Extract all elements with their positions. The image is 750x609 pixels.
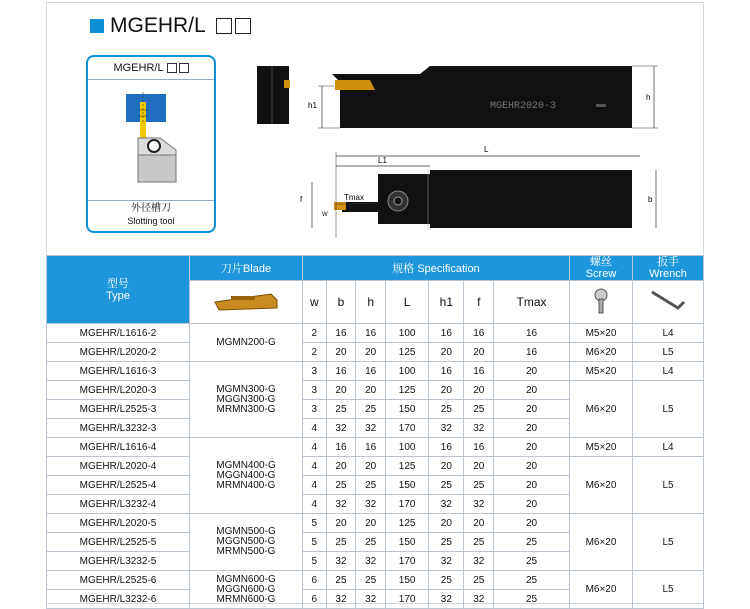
wrench-cell: L5 — [633, 571, 704, 609]
spec-cell-h1: 25 — [429, 571, 464, 590]
spec-cell-L: 100 — [386, 438, 429, 457]
spec-cell-L: 125 — [386, 457, 429, 476]
top-view — [342, 170, 632, 228]
spec-cell-h1: 20 — [429, 514, 464, 533]
spec-cell-Tmax: 20 — [494, 438, 570, 457]
wrench-cell: L4 — [633, 438, 704, 457]
type-cell: MGEHR/L2020-4 — [47, 457, 190, 476]
spec-cell-h1: 20 — [429, 343, 464, 362]
wrench-cell: L4 — [633, 324, 704, 343]
screw-cell: M6×20 — [570, 514, 633, 571]
blade-cell: MGMN300-G MGGN300-G MRMN300-G — [190, 362, 303, 438]
spec-cell-h: 32 — [356, 495, 386, 514]
spec-cell-h1: 25 — [429, 400, 464, 419]
col-type: 型号 Type — [47, 256, 190, 324]
label-L1: L1 — [378, 156, 387, 165]
spec-table — [46, 255, 704, 609]
spec-cell-h1: 32 — [429, 419, 464, 438]
label-h1: h1 — [308, 101, 317, 110]
spec-cell-h: 25 — [356, 571, 386, 590]
spec-cell-f: 32 — [464, 552, 494, 571]
spec-cell-Tmax: 20 — [494, 419, 570, 438]
spec-cell-f: 32 — [464, 419, 494, 438]
label-b: b — [648, 195, 653, 204]
spec-cell-b: 16 — [326, 362, 356, 381]
col-h1: h1 — [429, 281, 464, 324]
col-Tmax: Tmax — [494, 281, 570, 324]
spec-cell-h1: 32 — [429, 590, 464, 609]
type-cell: MGEHR/L3232-6 — [47, 590, 190, 609]
spec-cell-h1: 16 — [429, 324, 464, 343]
spec-cell-f: 25 — [464, 571, 494, 590]
spec-cell-f: 16 — [464, 362, 494, 381]
spec-cell-h1: 25 — [429, 533, 464, 552]
label-w: W — [322, 212, 328, 218]
spec-cell-b: 25 — [326, 400, 356, 419]
spec-cell-b: 25 — [326, 533, 356, 552]
spec-cell-Tmax: 25 — [494, 571, 570, 590]
spec-cell-f: 20 — [464, 514, 494, 533]
type-cell: MGEHR/L2525-6 — [47, 571, 190, 590]
spec-cell-L: 125 — [386, 381, 429, 400]
spec-cell-h1: 25 — [429, 476, 464, 495]
spec-cell-w: 2 — [303, 324, 327, 343]
spec-cell-L: 125 — [386, 514, 429, 533]
type-cell: MGEHR/L2525-3 — [47, 400, 190, 419]
spec-cell-h: 25 — [356, 476, 386, 495]
spec-cell-L: 125 — [386, 343, 429, 362]
col-blade: 刀片Blade — [190, 256, 303, 281]
table-row — [47, 514, 704, 533]
screw-cell: M5×20 — [570, 324, 633, 343]
col-L: L — [386, 281, 429, 324]
spec-cell-w: 5 — [303, 533, 327, 552]
spec-cell-w: 6 — [303, 571, 327, 590]
spec-cell-w: 6 — [303, 590, 327, 609]
spec-cell-f: 25 — [464, 400, 494, 419]
col-spec: 规格 Specification — [303, 256, 570, 281]
title-boxes-icon — [216, 18, 251, 34]
spec-cell-b: 32 — [326, 590, 356, 609]
spec-cell-h: 16 — [356, 362, 386, 381]
label-L: L — [484, 145, 489, 154]
spec-cell-w: 5 — [303, 552, 327, 571]
table-row — [47, 438, 704, 457]
front-view — [257, 66, 289, 124]
type-cell: MGEHR/L2525-4 — [47, 476, 190, 495]
spec-cell-L: 150 — [386, 533, 429, 552]
spec-cell-b: 20 — [326, 514, 356, 533]
col-wrench: 扳手 Wrench — [633, 256, 704, 281]
spec-cell-b: 32 — [326, 419, 356, 438]
spec-cell-L: 170 — [386, 495, 429, 514]
col-screw: 螺丝 Screw — [570, 256, 633, 281]
spec-cell-Tmax: 20 — [494, 381, 570, 400]
spec-cell-f: 32 — [464, 495, 494, 514]
type-cell: MGEHR/L1616-3 — [47, 362, 190, 381]
type-cell: MGEHR/L2525-5 — [47, 533, 190, 552]
spec-cell-h1: 20 — [429, 381, 464, 400]
spec-cell-f: 32 — [464, 590, 494, 609]
screw-image — [570, 281, 633, 324]
spec-cell-b: 20 — [326, 457, 356, 476]
screw-cell: M5×20 — [570, 438, 633, 457]
spec-cell-b: 32 — [326, 495, 356, 514]
spec-cell-h1: 16 — [429, 362, 464, 381]
col-f: f — [464, 281, 494, 324]
card-boxes-icon — [167, 63, 189, 73]
spec-cell-b: 25 — [326, 571, 356, 590]
spec-cell-h: 20 — [356, 514, 386, 533]
wrench-cell: L5 — [633, 381, 704, 438]
slotting-tool-illustration — [88, 80, 214, 210]
table-row — [47, 343, 704, 362]
spec-cell-Tmax: 25 — [494, 590, 570, 609]
wrench-cell: L5 — [633, 514, 704, 571]
spec-cell-w: 4 — [303, 457, 327, 476]
spec-cell-L: 170 — [386, 590, 429, 609]
caption-cn: 外径槽刀 — [131, 203, 171, 214]
spec-cell-w: 3 — [303, 381, 327, 400]
spec-cell-h: 32 — [356, 419, 386, 438]
label-Tmax: Tmax — [344, 193, 364, 202]
type-cell: MGEHR/L2020-3 — [47, 381, 190, 400]
spec-cell-Tmax: 20 — [494, 400, 570, 419]
page-title — [90, 14, 251, 38]
screw-cell: M6×20 — [570, 571, 633, 609]
blade-image — [190, 281, 303, 324]
spec-cell-b: 16 — [326, 324, 356, 343]
spec-cell-f: 20 — [464, 381, 494, 400]
tool-card — [86, 55, 216, 233]
spec-cell-h1: 16 — [429, 438, 464, 457]
spec-rows — [47, 324, 704, 609]
spec-cell-h1: 20 — [429, 457, 464, 476]
blade-icon — [211, 288, 281, 314]
col-h: h — [356, 281, 386, 324]
spec-cell-Tmax: 16 — [494, 324, 570, 343]
spec-cell-f: 25 — [464, 533, 494, 552]
wrench-cell: L5 — [633, 457, 704, 514]
col-w: w — [303, 281, 327, 324]
spec-cell-h: 20 — [356, 343, 386, 362]
table-row — [47, 571, 704, 590]
spec-cell-h: 16 — [356, 438, 386, 457]
spec-cell-b: 20 — [326, 343, 356, 362]
spec-cell-h: 32 — [356, 552, 386, 571]
spec-cell-w: 4 — [303, 476, 327, 495]
blade-cell: MGMN400-G MGGN400-G MRMN400-G — [190, 438, 303, 514]
type-cell: MGEHR/L3232-5 — [47, 552, 190, 571]
caption-en: Slotting tool — [127, 216, 175, 226]
spec-cell-h: 20 — [356, 381, 386, 400]
screw-cell: M6×20 — [570, 457, 633, 514]
spec-cell-L: 150 — [386, 476, 429, 495]
spec-cell-h: 25 — [356, 400, 386, 419]
spec-cell-L: 170 — [386, 552, 429, 571]
col-b: b — [326, 281, 356, 324]
type-cell: MGEHR/L1616-2 — [47, 324, 190, 343]
spec-cell-b: 20 — [326, 381, 356, 400]
spec-cell-Tmax: 20 — [494, 362, 570, 381]
type-cell: MGEHR/L3232-4 — [47, 495, 190, 514]
tool-card-caption — [88, 200, 214, 231]
spec-cell-Tmax: 16 — [494, 343, 570, 362]
spec-cell-f: 20 — [464, 343, 494, 362]
title-text: MGEHR/L — [110, 14, 206, 37]
wrench-cell: L5 — [633, 343, 704, 362]
blade-cell: MGMN600-G MGGN600-G MRMN600-G — [190, 571, 303, 609]
spec-cell-L: 170 — [386, 419, 429, 438]
spec-cell-w: 3 — [303, 362, 327, 381]
wrench-cell: L4 — [633, 362, 704, 381]
spec-cell-h1: 32 — [429, 495, 464, 514]
wrench-icon — [648, 288, 688, 314]
spec-cell-b: 32 — [326, 552, 356, 571]
screw-cell: M5×20 — [570, 362, 633, 381]
side-view-top — [332, 66, 632, 128]
title-marker-icon — [90, 19, 104, 33]
drawing-marking: MGEHR2020-3 — [490, 101, 557, 112]
blade-cell: MGMN200-G — [190, 324, 303, 362]
screw-cell: M6×20 — [570, 381, 633, 438]
spec-cell-L: 150 — [386, 400, 429, 419]
spec-cell-Tmax: 25 — [494, 552, 570, 571]
tool-card-header — [88, 57, 214, 80]
spec-cell-w: 4 — [303, 438, 327, 457]
screw-icon — [589, 287, 613, 315]
spec-cell-L: 100 — [386, 324, 429, 343]
type-cell: MGEHR/L3232-3 — [47, 419, 190, 438]
spec-cell-b: 25 — [326, 476, 356, 495]
type-cell: MGEHR/L2020-5 — [47, 514, 190, 533]
type-cell: MGEHR/L1616-4 — [47, 438, 190, 457]
spec-cell-Tmax: 20 — [494, 495, 570, 514]
technical-drawing — [250, 52, 670, 242]
spec-cell-w: 3 — [303, 400, 327, 419]
spec-cell-h1: 32 — [429, 552, 464, 571]
spec-cell-L: 100 — [386, 362, 429, 381]
spec-cell-Tmax: 25 — [494, 533, 570, 552]
spec-cell-Tmax: 20 — [494, 476, 570, 495]
type-cell: MGEHR/L2020-2 — [47, 343, 190, 362]
spec-cell-h: 32 — [356, 590, 386, 609]
screw-cell: M6×20 — [570, 343, 633, 362]
table-row — [47, 457, 704, 476]
spec-cell-Tmax: 20 — [494, 457, 570, 476]
spec-cell-h: 20 — [356, 457, 386, 476]
spec-cell-h: 25 — [356, 533, 386, 552]
wrench-image — [633, 281, 704, 324]
spec-cell-w: 5 — [303, 514, 327, 533]
spec-cell-f: 25 — [464, 476, 494, 495]
spec-cell-L: 150 — [386, 571, 429, 590]
spec-cell-w: 4 — [303, 419, 327, 438]
spec-cell-f: 16 — [464, 324, 494, 343]
table-row — [47, 362, 704, 381]
table-row — [47, 381, 704, 400]
label-f: f — [300, 195, 303, 204]
spec-cell-Tmax: 20 — [494, 514, 570, 533]
spec-cell-f: 16 — [464, 438, 494, 457]
spec-cell-b: 16 — [326, 438, 356, 457]
spec-cell-w: 2 — [303, 343, 327, 362]
blade-cell: MGMN500-G MGGN500-G MRMN500-G — [190, 514, 303, 571]
spec-cell-w: 4 — [303, 495, 327, 514]
spec-cell-f: 20 — [464, 457, 494, 476]
label-h: h — [646, 93, 651, 102]
spec-cell-h: 16 — [356, 324, 386, 343]
table-row — [47, 324, 704, 343]
tool-card-label: MGEHR/L — [113, 62, 164, 74]
